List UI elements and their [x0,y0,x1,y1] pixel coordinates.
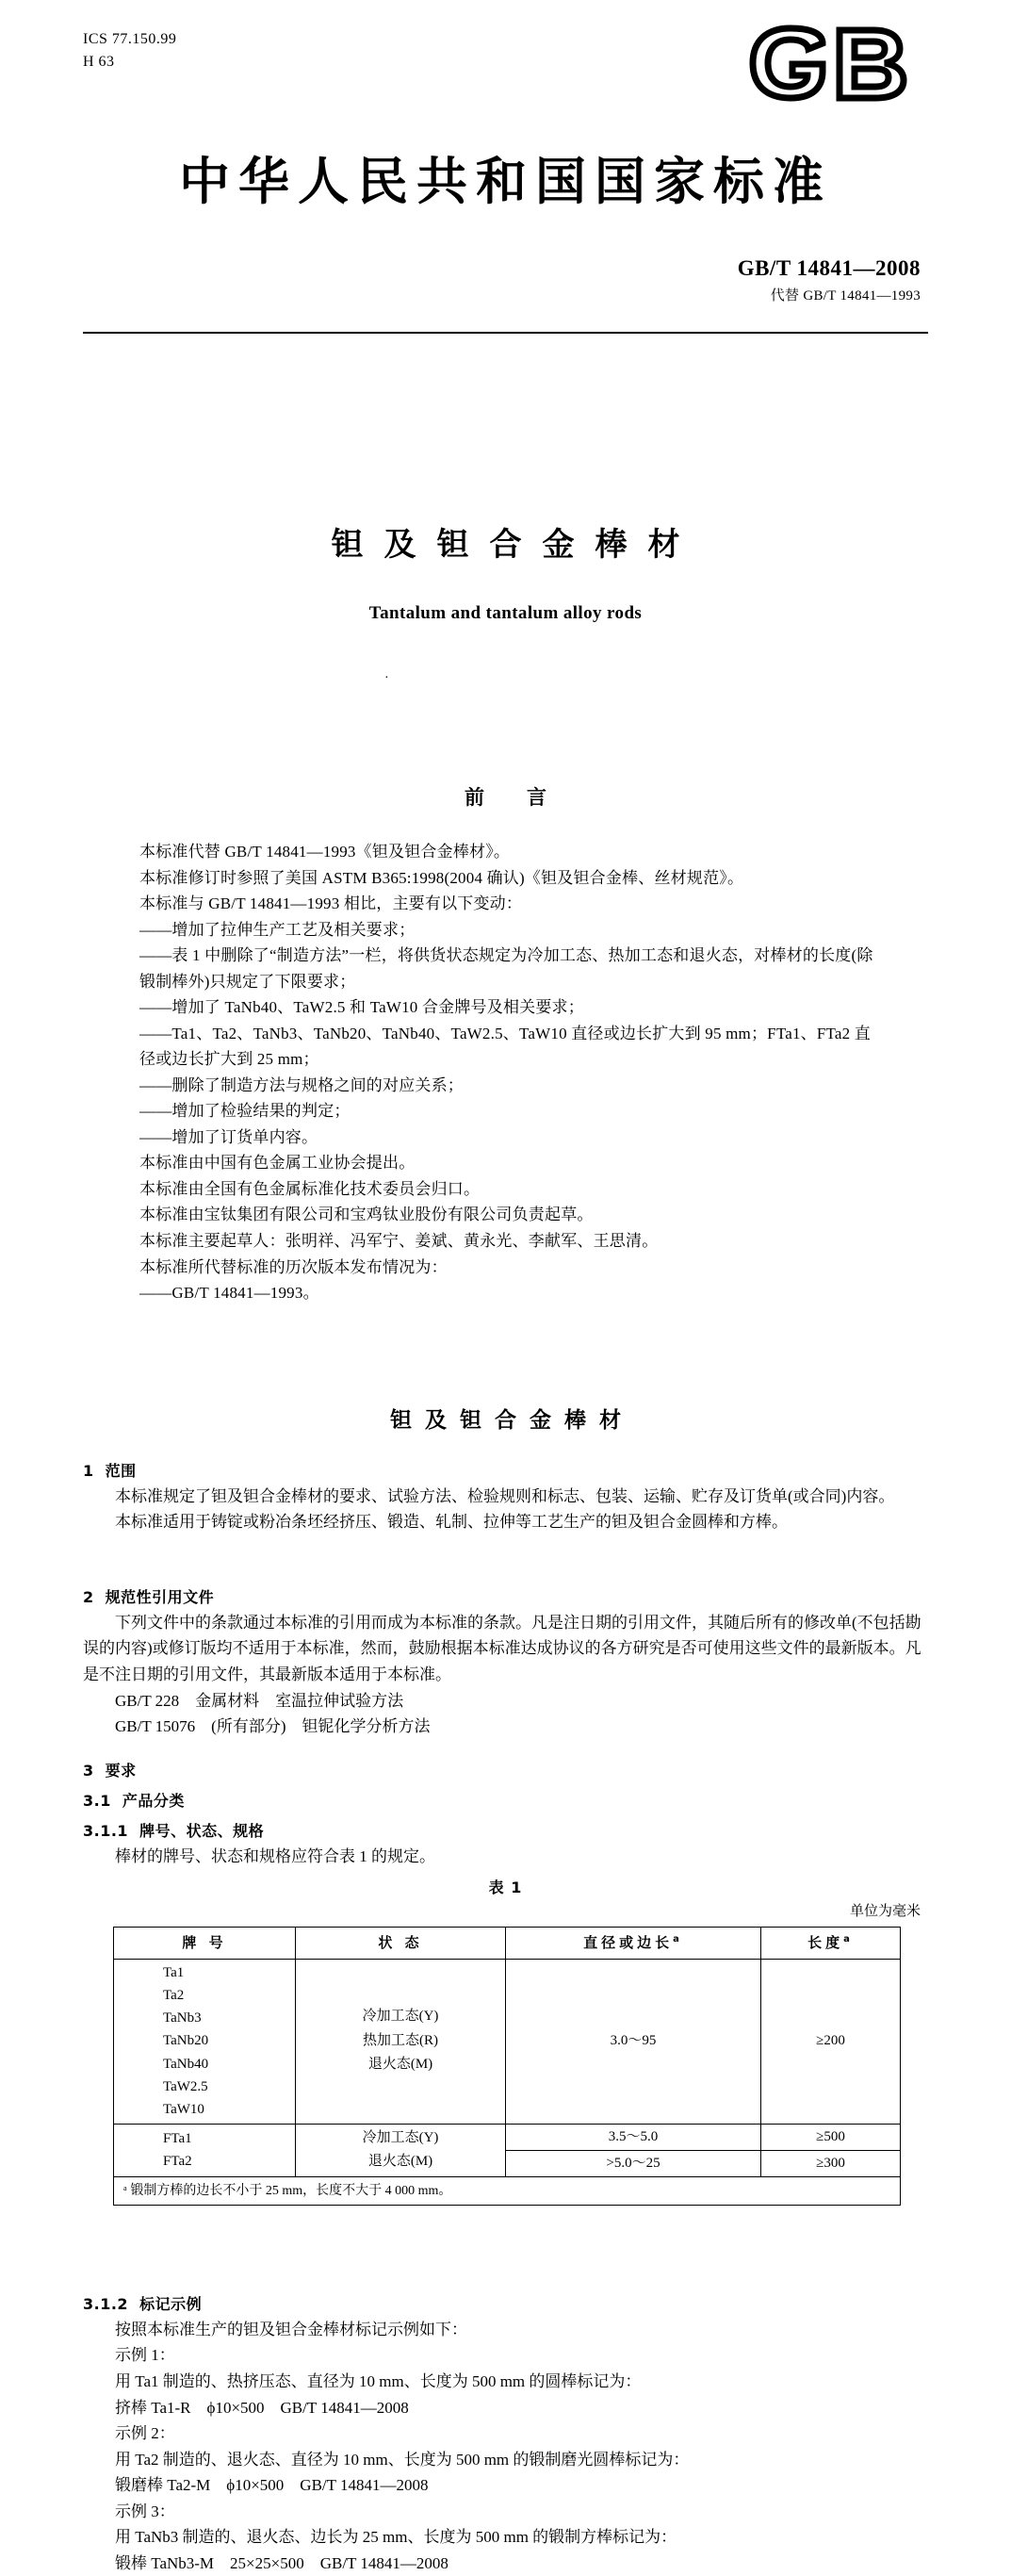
state-cold-worked: 冷加工态(Y) [362,2009,439,2025]
section-3-1 [83,1789,929,1813]
cell-size-group-2b: >5.0～25 [506,2150,761,2176]
foreword-p-5: ——增加了 TaNb40、TaW2.5 和 TaW10 合金牌号及相关要求； [139,998,584,1017]
example-1-desc: 用 Ta1 制造的、热挤压态、直径为 10 mm、长度为 500 mm 的圆棒标记为： [115,2371,642,2390]
grade-taw25: TaW2.5 [163,2078,208,2094]
section-1-p-1: 本标准适用于铸锭或粉冶条坯经挤压、锻造、轧制、拉伸等工艺生产的钽及钽合金圆棒和方棒。 [115,1513,788,1532]
gb-logo-icon [742,23,921,104]
cell-size-group-1: 3.0～95 [506,1959,761,2124]
section-2-p-0: 下列文件中的条款通过本标准的引用而成为本标准的条款。凡是注日期的引用文件，其随后所有的修改单(不包括勘误的内容)或修订版均不适用于本标准，然而，鼓励根据本标准达成协议的各方研究是否可使用这些文件的最新版本。凡是不注日期的引用文件，其最新版本适用于本标准。 [83,1613,921,1683]
main-heading: 钽及钽合金棒材 [390,1407,634,1433]
ics-block [83,28,176,74]
document-title-cn: 钽及钽合金棒材 [331,526,701,564]
marking-lead: 按照本标准生产的钽及钽合金棒材标记示例如下： [115,2320,467,2338]
section-1-heading [83,1459,929,1484]
section-3-1-title: 产品分类 [122,1792,185,1810]
example-3-label: 示例 3： [115,2502,175,2520]
section-2-number: 2 [83,1588,94,1606]
section-3-title: 要求 [105,1762,137,1780]
section-1-number: 1 [83,1462,94,1480]
foreword-p-10: 本标准由中国有色金属工业协会提出。 [139,1154,416,1173]
cell-length-group-2a: ≥500 [761,2124,901,2150]
foreword-p-2: 本标准与 GB/T 14841—1993 相比，主要有以下变动： [139,894,523,913]
foreword-p-6: ——Ta1、Ta2、TaNb3、TaNb20、TaNb40、TaW2.5、TaW10 直径或边长扩大到 95 mm；FTa1、FTa2 直径或边长扩大到 25 mm； [139,1024,872,1069]
section-3-1-number: 3.1 [83,1792,111,1810]
section-2 [83,1585,929,1740]
foreword-heading: 前 言 [465,785,558,809]
section-2-title: 规范性引用文件 [105,1588,215,1606]
section-3-1-1-heading [83,1819,929,1844]
col-header-grade: 牌 号 [114,1928,296,1960]
section-3-1-heading [83,1789,929,1813]
cell-size-group-2a: 3.5～5.0 [506,2124,761,2150]
classification-code: H 63 [83,54,115,70]
table-row [114,2124,901,2150]
example-1-label: 示例 1： [115,2346,175,2365]
section-3-1-2-title: 标记示例 [139,2295,203,2313]
section-3-1-1 [83,1819,929,1869]
state-annealed: 退火态(M) [367,2057,433,2073]
foreword-p-15: ——GB/T 14841—1993。 [139,1284,319,1303]
table-footnote-row [114,2176,901,2205]
table-row [114,1959,901,2124]
cell-length-group-2b: ≥300 [761,2150,901,2176]
foreword-p-11: 本标准由全国有色金属标准化技术委员会归口。 [139,1179,481,1198]
ics-code: ICS 77.150.99 [83,31,177,47]
col-header-length: 长度$^a$ [761,1928,901,1960]
example-2-mark: 锻磨棒 Ta2-M ϕ10×500 GB/T 14841—2008 [115,2476,429,2495]
col-header-state: 状 态 [296,1928,506,1960]
foreword-p-9: ——增加了订货单内容。 [139,1127,318,1146]
section-2-heading [83,1585,929,1610]
grade-fta1: FTa1 [163,2130,192,2146]
table-1 [113,1927,901,2206]
state-annealed-2: 退火态(M) [367,2154,433,2170]
foreword-body [139,839,874,1306]
table-1-caption: 表 1 [488,1879,523,1896]
grade-tanb20: TaNb20 [163,2033,209,2049]
grade-tanb40: TaNb40 [163,2056,209,2072]
document-title-en: Tantalum and tantalum alloy rods [368,603,643,623]
section-2-ref-0: GB/T 228 金属材料 室温拉伸试验方法 [115,1691,404,1710]
grade-ta2: Ta2 [163,1987,185,2003]
standard-replaces: 代替 GB/T 14841—1993 [770,288,921,304]
col-header-diameter: 直径或边长$^a$ [506,1928,761,1960]
grade-ta1: Ta1 [163,1964,185,1980]
section-1 [83,1459,929,1535]
cell-grades-group-1 [114,1959,296,2124]
section-3-1-1-text: 棒材的牌号、状态和规格应符合表 1 的规定。 [115,1846,435,1865]
grade-tanb3: TaNb3 [163,2010,202,2026]
state-hot-worked: 热加工态(R) [363,2032,438,2048]
section-3-1-1-title: 牌号、状态、规格 [139,1822,265,1840]
grade-taw10: TaW10 [163,2102,204,2118]
section-1-title: 范围 [105,1462,137,1480]
section-3-1-2 [83,2292,929,2576]
foreword-p-4: ——表 1 中删除了“制造方法”一栏，将供货状态规定为冷加工态、热加工态和退火态，对棒材的长度(除锻制棒外)只规定了下限要求； [139,946,873,991]
table-header-row [114,1928,901,1960]
cell-length-group-1: ≥200 [761,1959,901,2124]
foreword-p-0: 本标准代替 GB/T 14841—1993《钽及钽合金棒材》。 [139,843,511,861]
foreword-p-12: 本标准由宝钛集团有限公司和宝鸡钛业股份有限公司负责起草。 [139,1206,594,1224]
foreword-p-8: ——增加了检验结果的判定； [139,1102,351,1121]
decorative-dot: · [384,671,389,685]
foreword-p-7: ——删除了制造方法与规格之间的对应关系； [139,1075,464,1094]
cell-grades-group-2 [114,2124,296,2176]
example-3-desc: 用 TaNb3 制造的、退火态、边长为 25 mm、长度为 500 mm 的锻制方棒标记为： [115,2528,677,2547]
section-2-ref-1: GB/T 15076 (所有部分) 钽铌化学分析方法 [115,1717,431,1736]
section-3-1-1-number: 3.1.1 [83,1822,129,1840]
foreword-p-3: ——增加了拉伸生产工艺及相关要求； [139,920,416,939]
cell-states-group-1 [296,1959,506,2124]
section-3-1-2-heading [83,2292,929,2317]
example-1-mark: 挤棒 Ta1-R ϕ10×500 GB/T 14841—2008 [115,2398,409,2417]
cell-states-group-2 [296,2124,506,2176]
table-1-unit: 单位为毫米 [849,1904,921,1919]
foreword-p-13: 本标准主要起草人：张明祥、冯军宁、姜斌、黄永光、李献军、王思清。 [139,1231,659,1250]
state-cold-worked-2: 冷加工态(Y) [362,2129,439,2145]
standard-number-block [738,256,921,304]
section-1-p-0: 本标准规定了钽及钽合金棒材的要求、试验方法、检验规则和标志、包装、运输、贮存及订货单(或合同)内容。 [115,1486,895,1505]
section-3-number: 3 [83,1762,94,1780]
section-3 [83,1759,929,1783]
section-3-heading [83,1759,929,1783]
table-1-footnote: ᵃ 锻制方棒的边长不小于 25 mm，长度不大于 4 000 mm。 [114,2176,901,2205]
example-3-mark: 锻棒 TaNb3-M 25×25×500 GB/T 14841—2008 [115,2553,448,2572]
example-2-desc: 用 Ta2 制造的、退火态、直径为 10 mm、长度为 500 mm 的锻制磨光圆棒标记为： [115,2450,690,2469]
foreword-p-1: 本标准修订时参照了美国 ASTM B365:1998(2004 确认)《钽及钽合金棒、丝材规范》。 [139,868,744,887]
foreword-p-14: 本标准所代替标准的历次版本发布情况为： [139,1257,448,1276]
header-divider [83,332,928,334]
example-2-label: 示例 2： [115,2424,175,2443]
section-3-1-2-number: 3.1.2 [83,2295,129,2313]
standard-number: GB/T 14841—2008 [737,256,921,280]
page-title: 中华人民共和国国家标准 [179,151,832,211]
grade-fta2: FTa2 [163,2154,192,2170]
